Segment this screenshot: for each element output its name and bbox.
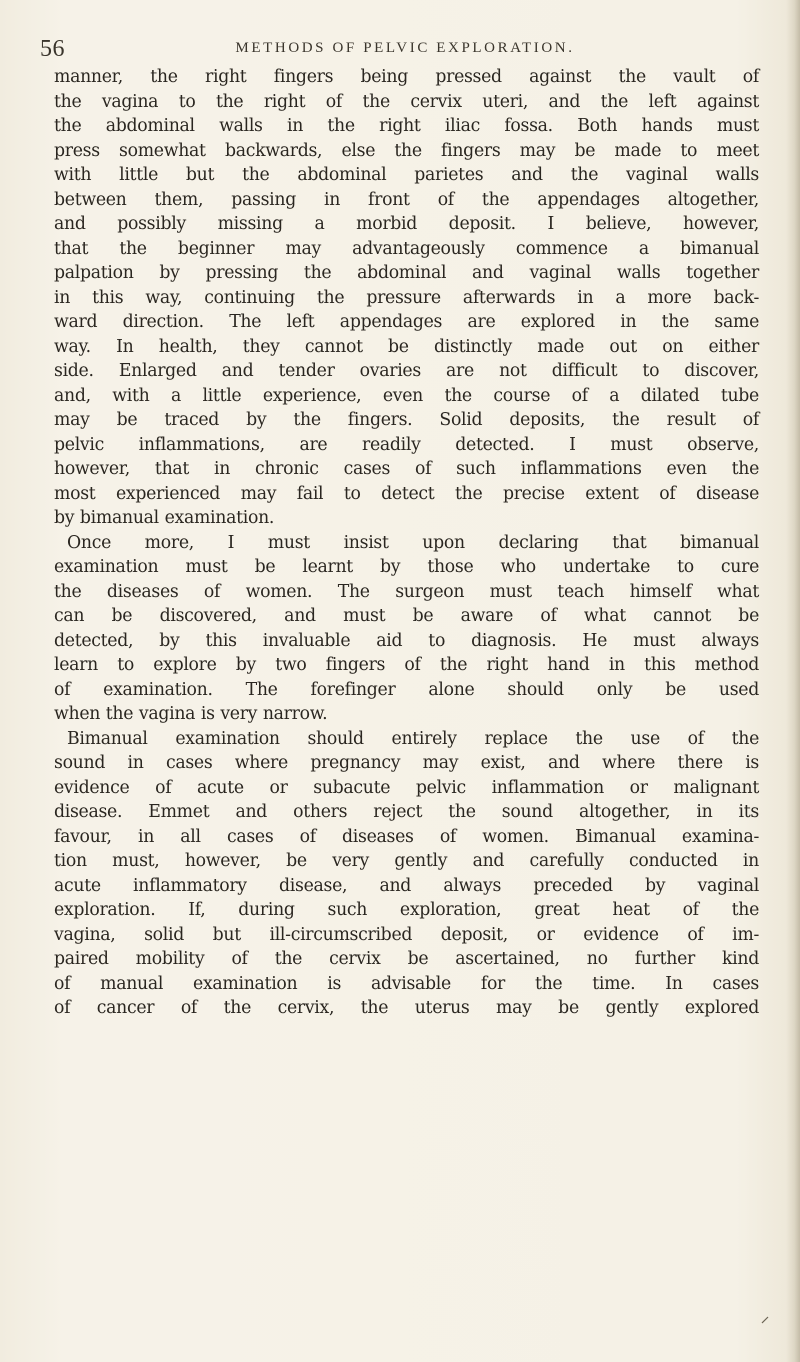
text-line: tion must, however, be very gently and carefully conducted in — [54, 851, 759, 871]
text-line: the vagina to the right of the cervix uteri, and the left against — [54, 91, 759, 112]
text-line: however, that in chronic cases of such inflammations even the — [54, 459, 759, 479]
text-line: side. Enlarged and tender ovaries are not difficult to discover, — [54, 361, 759, 381]
text-line: examination must be learnt by those who undertake to cure — [54, 557, 759, 577]
text-line: may be traced by the fingers. Solid deposits, the result of — [54, 410, 759, 430]
text-line: when the vagina is very narrow. — [54, 704, 328, 724]
text-line: the diseases of women. The surgeon must teach himself what — [54, 581, 759, 602]
text-line: between them, passing in front of the appendages altogether, — [54, 189, 759, 210]
page-header — [40, 36, 770, 64]
text-line: vagina, solid but ill-circumscribed deposit, or evidence of im- — [54, 924, 759, 945]
text-line: palpation by pressing the abdominal and vaginal walls together — [54, 263, 759, 283]
text-line: in this way, continuing the pressure afterwards in a more back- — [54, 287, 759, 308]
text-line: with little but the abdominal parietes and the vaginal walls — [54, 165, 759, 185]
text-line: can be discovered, and must be aware of what cannot be — [54, 606, 759, 626]
text-line: of manual examination is advisable for the time. In cases — [54, 973, 759, 994]
text-line: Once more, I must insist upon declaring that bimanual — [67, 532, 759, 553]
text-line: way. In health, they cannot be distinctly made out on either — [54, 336, 759, 357]
text-line: press somewhat backwards, else the fingers may be made to meet — [54, 140, 759, 161]
text-line: of examination. The forefinger alone should only be used — [54, 679, 759, 700]
text-line: of cancer of the cervix, the uterus may be gently explored — [54, 998, 759, 1018]
text-line: exploration. If, during such exploration, great heat of the — [54, 900, 759, 920]
text-line: that the beginner may advantageously commence a bimanual — [54, 238, 759, 259]
text-line: manner, the right fingers being pressed against the vault of — [54, 67, 759, 87]
text-line: the abdominal walls in the right iliac fossa. Both hands must — [54, 116, 759, 136]
text-line: Bimanual examination should entirely replace the use of the — [67, 728, 759, 749]
text-line: detected, by this invaluable aid to diagnosis. He must always — [54, 630, 759, 651]
body-text — [54, 65, 759, 1021]
text-line: by bimanual examination. — [54, 508, 275, 528]
text-line: ward direction. The left appendages are explored in the same — [54, 312, 759, 332]
text-line: disease. Emmet and others reject the sound altogether, in its — [54, 802, 759, 822]
text-line: acute inflammatory disease, and always preceded by vaginal — [54, 875, 759, 896]
text-line: and possibly missing a morbid deposit. I believe, however, — [54, 214, 759, 234]
ink-mark — [761, 1316, 769, 1324]
page-edge-shadow — [786, 0, 800, 1362]
text-line: favour, in all cases of diseases of women. Bimanual examina- — [54, 826, 759, 847]
text-line: learn to explore by two fingers of the right hand in this method — [54, 655, 759, 675]
text-line: and, with a little experience, even the course of a dilated tube — [54, 385, 759, 406]
page-number: 56 — [40, 36, 65, 62]
running-head: METHODS OF PELVIC EXPLORATION. — [235, 40, 575, 56]
text-line: evidence of acute or subacute pelvic inflammation or malignant — [54, 777, 759, 798]
text-line: paired mobility of the cervix be ascertained, no further kind — [54, 949, 759, 969]
text-line: most experienced may fail to detect the precise extent of disease — [54, 483, 759, 504]
text-line: pelvic inflammations, are readily detected. I must observe, — [54, 434, 759, 455]
text-line: sound in cases where pregnancy may exist, and where there is — [54, 753, 759, 773]
